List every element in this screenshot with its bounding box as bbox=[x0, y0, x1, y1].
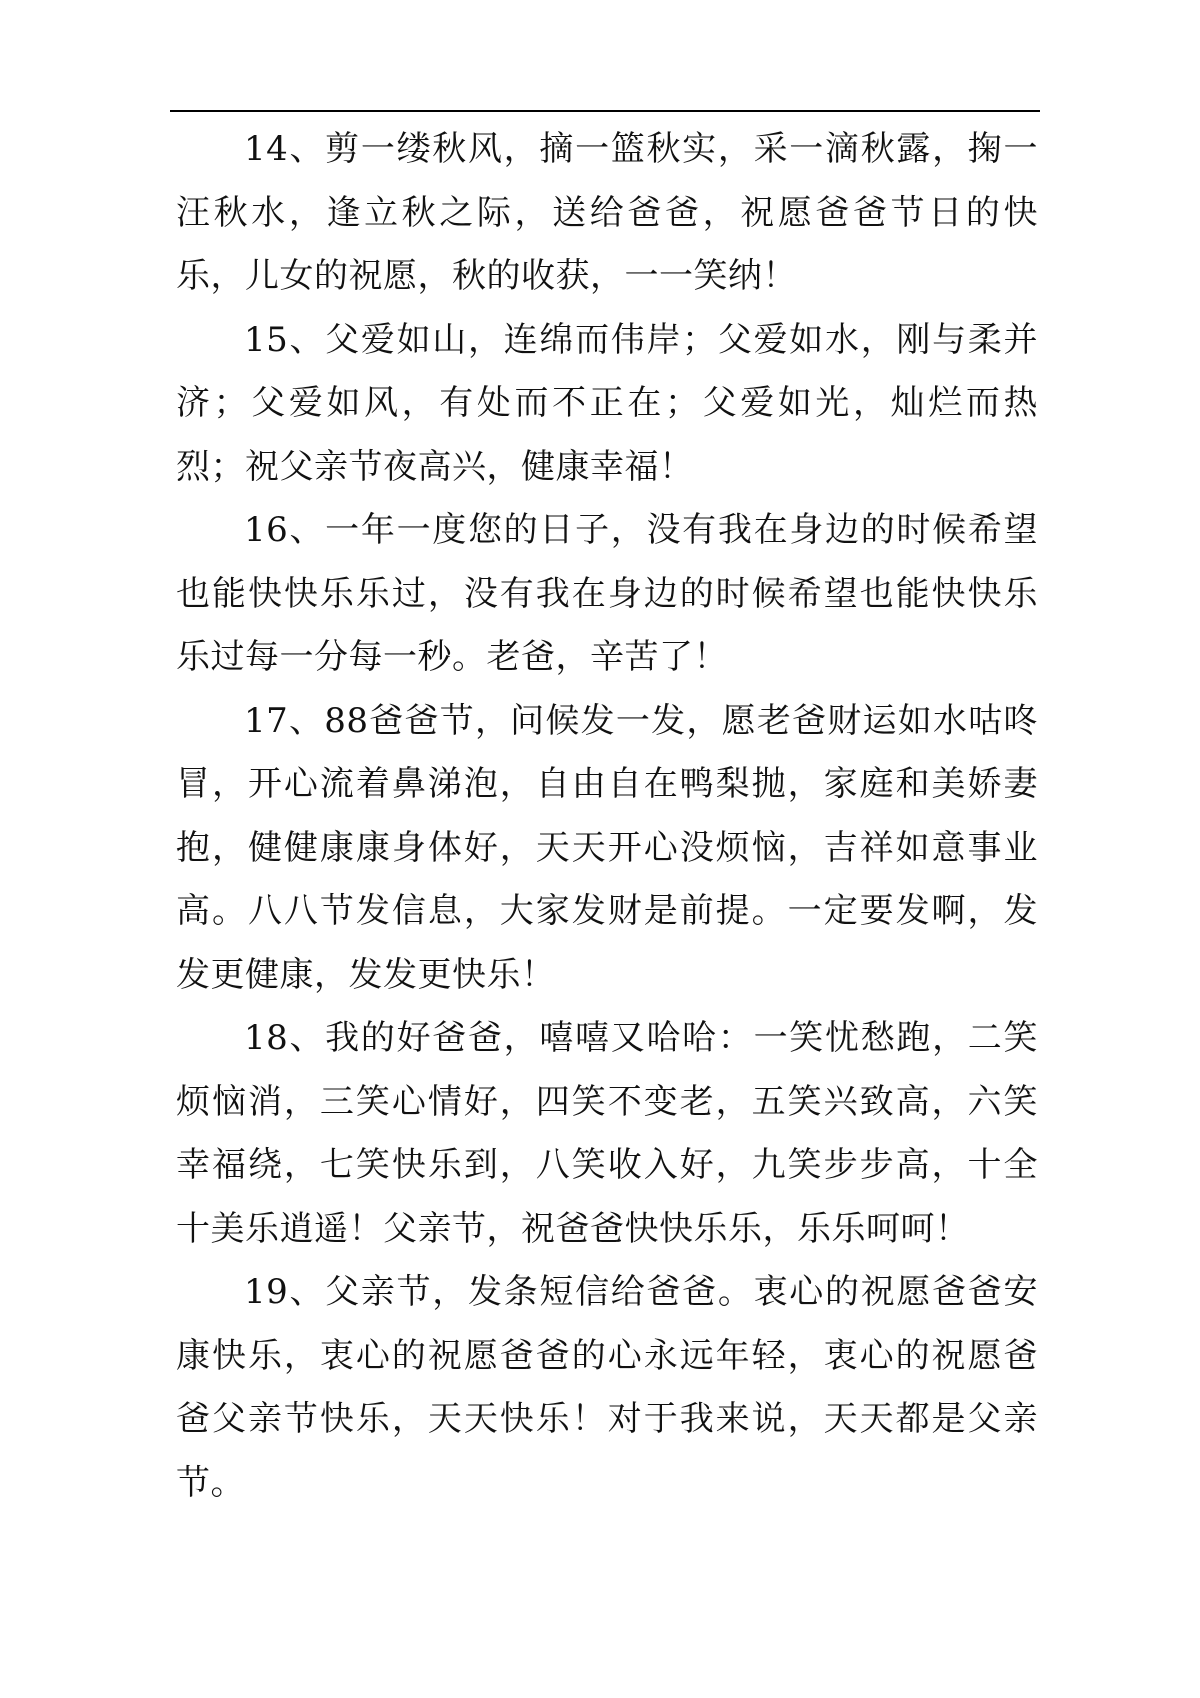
header-divider bbox=[170, 110, 1040, 112]
paragraph-17: 17、88爸爸节，问候发一发，愿老爸财运如水咕咚冒，开心流着鼻涕泡，自由自在鸭梨抛，家庭和美娇妻抱，健健康康身体好，天天开心没烦恼，吉祥如意事业高。八八节发信息，大家发财是前提。一定要发啊，发发更健康，发发更快乐！ bbox=[176, 700, 1038, 995]
paragraph-14: 14、剪一缕秋风，摘一篮秋实，采一滴秋露，掬一汪秋水，逢立秋之际，送给爸爸，祝愿爸爸节日的快乐，儿女的祝愿，秋的收获，一一笑纳！ bbox=[176, 129, 1038, 296]
paragraph-15: 15、父爱如山，连绵而伟岸；父爱如水，刚与柔并济；父爱如风，有处而不正在；父爱如光，灿烂而热烈；祝父亲节夜高兴，健康幸福！ bbox=[176, 319, 1038, 487]
paragraph-19: 19、父亲节，发条短信给爸爸。衷心的祝愿爸爸安康快乐，衷心的祝愿爸爸的心永远年轻，衷心的祝愿爸爸父亲节快乐，天天快乐！对于我来说，天天都是父亲节。 bbox=[176, 1272, 1038, 1503]
paragraph-18: 18、我的好爸爸，嘻嘻又哈哈：一笑忧愁跑，二笑烦恼消，三笑心情好，四笑不变老，五笑兴致高，六笑幸福绕，七笑快乐到，八笑收入好，九笑步步高，十全十美乐逍遥！父亲节，祝爸爸快快乐乐，乐乐呵呵！ bbox=[176, 1018, 1038, 1249]
document-body bbox=[176, 118, 1038, 1515]
paragraph-16: 16、一年一度您的日子，没有我在身边的时候希望也能快快乐乐过，没有我在身边的时候希望也能快快乐乐过每一分每一秒。老爸，辛苦了！ bbox=[176, 510, 1038, 677]
